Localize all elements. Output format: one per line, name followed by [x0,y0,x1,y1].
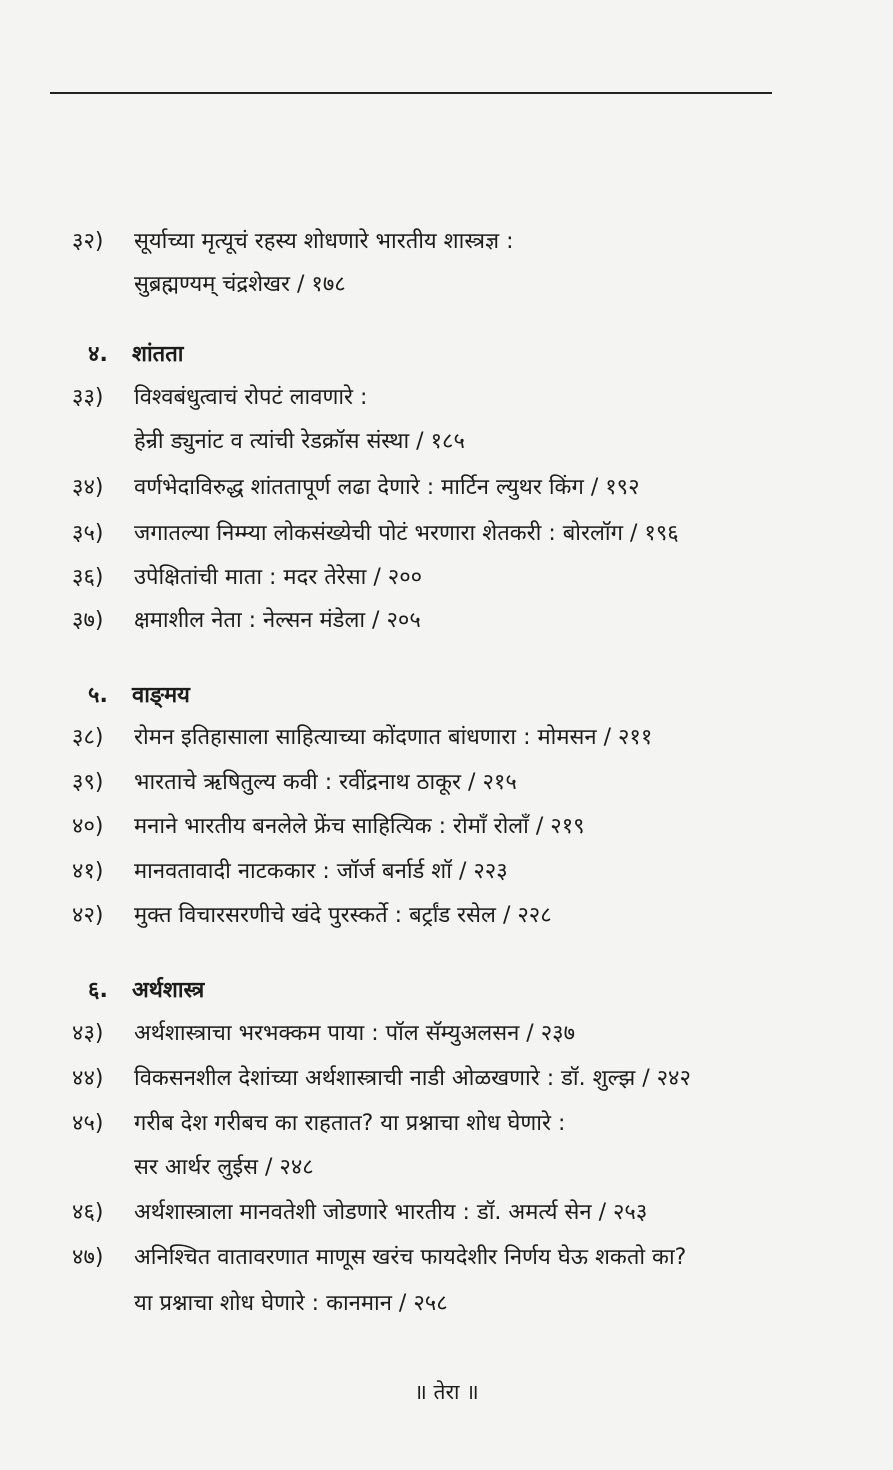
toc-entry-40 [72,812,585,842]
toc-entry-46 [72,1198,647,1228]
entry-number: ४२) [72,903,104,928]
entry-text: अनिश्चित वातावरणात माणूस खरंच फायदेशीर निर्णय घेऊ शकतो का? [134,1245,687,1270]
toc-entry-39 [72,768,517,798]
toc-entry-45-continued: सर आर्थर लुईस / २४८ [134,1155,314,1180]
entry-number: ३५) [72,521,104,546]
entry-text: भारताचे ऋषितुल्य कवी : रवींद्रनाथ ठाकूर / २१५ [134,770,517,795]
toc-entry-42 [72,901,552,931]
toc-entry-47-continued: या प्रश्नाचा शोध घेणारे : कानमान / २५८ [134,1291,448,1316]
entry-number: ४०) [72,814,104,839]
entry-number: ३९) [72,770,104,795]
toc-entry-33-continued: हेन्री ड्युनांट व त्यांची रेडक्रॉस संस्था / १८५ [134,429,465,454]
page-number-footer: ॥ तेरा ॥ [414,1380,479,1404]
section-title: अर्थशास्त्र [132,978,205,1003]
toc-entry-38 [72,723,652,753]
entry-text: मुक्त विचारसरणीचे खंदे पुरस्कर्ते : बर्ट्रांड रसेल / २२८ [134,903,552,928]
entry-text: विकसनशील देशांच्या अर्थशास्त्राची नाडी ओळखणारे : डॉ. शुल्झ / २४२ [134,1066,691,1091]
header-rule [50,92,772,94]
section-title: शांतता [132,342,184,367]
entry-number: ४१) [72,859,104,884]
entry-number: ४४) [72,1066,104,1091]
toc-entry-35 [72,519,679,549]
entry-number: ४५) [72,1111,104,1136]
section-number: ५. [88,683,108,708]
toc-entry-32-continued: सुब्रह्मण्यम् चंद्रशेखर / १७८ [134,272,346,297]
entry-number: ३४) [72,475,104,500]
entry-number: ४७) [72,1245,104,1270]
entry-number: ३३) [72,385,104,410]
section-number: ६. [88,978,108,1003]
entry-text: अर्थशास्त्राला मानवतेशी जोडणारे भारतीय : डॉ. अमर्त्य सेन / २५३ [134,1200,648,1225]
section-heading-4 [88,340,183,370]
section-heading-5 [88,681,190,711]
toc-entry-47 [72,1243,686,1273]
toc-entry-44 [72,1064,691,1094]
toc-entry-34 [72,473,640,503]
entry-number: ३६) [72,565,104,590]
toc-entry-43 [72,1019,575,1049]
toc-entry-33 [72,383,367,413]
entry-number: ३७) [72,608,104,633]
entry-text: उपेक्षितांची माता : मदर तेरेसा / २०० [134,565,423,590]
entry-text: वर्णभेदाविरुद्ध शांततापूर्ण लढा देणारे : मार्टिन ल्युथर किंग / १९२ [134,475,640,500]
section-heading-6 [88,976,204,1006]
entry-text: क्षमाशील नेता : नेल्सन मंडेला / २०५ [134,608,421,633]
entry-text: जगातल्या निम्म्या लोकसंख्येची पोटं भरणारा शेतकरी : बोरलॉग / १९६ [134,521,679,546]
entry-number: ३२) [72,229,104,254]
section-number: ४. [88,342,108,367]
entry-text: सूर्याच्या मृत्यूचं रहस्य शोधणारे भारतीय शास्त्रज्ञ : [134,229,514,254]
entry-text: मनाने भारतीय बनलेले फ्रेंच साहित्यिक : रोमाँ रोलाँ / २१९ [134,814,585,839]
entry-number: ४३) [72,1021,104,1046]
entry-text: गरीब देश गरीबच का राहतात? या प्रश्नाचा शोध घेणारे : [134,1111,566,1136]
toc-entry-41 [72,857,508,887]
toc-entry-32 [72,227,514,257]
toc-entry-36 [72,563,422,593]
entry-text: विश्वबंधुत्वाचं रोपटं लावणारे : [134,385,368,410]
toc-entry-37 [72,606,421,636]
entry-text: रोमन इतिहासाला साहित्याच्या कोंदणात बांधणारा : मोमसन / २११ [134,725,653,750]
entry-number: ३८) [72,725,104,750]
entry-text: मानवतावादी नाटककार : जॉर्ज बर्नार्ड शॉ / २२३ [134,859,508,884]
entry-number: ४६) [72,1200,104,1225]
entry-text: अर्थशास्त्राचा भरभक्कम पाया : पॉल सॅम्युअलसन / २३७ [134,1021,576,1046]
toc-entry-45 [72,1109,565,1139]
section-title: वाङ्‌मय [132,683,190,708]
